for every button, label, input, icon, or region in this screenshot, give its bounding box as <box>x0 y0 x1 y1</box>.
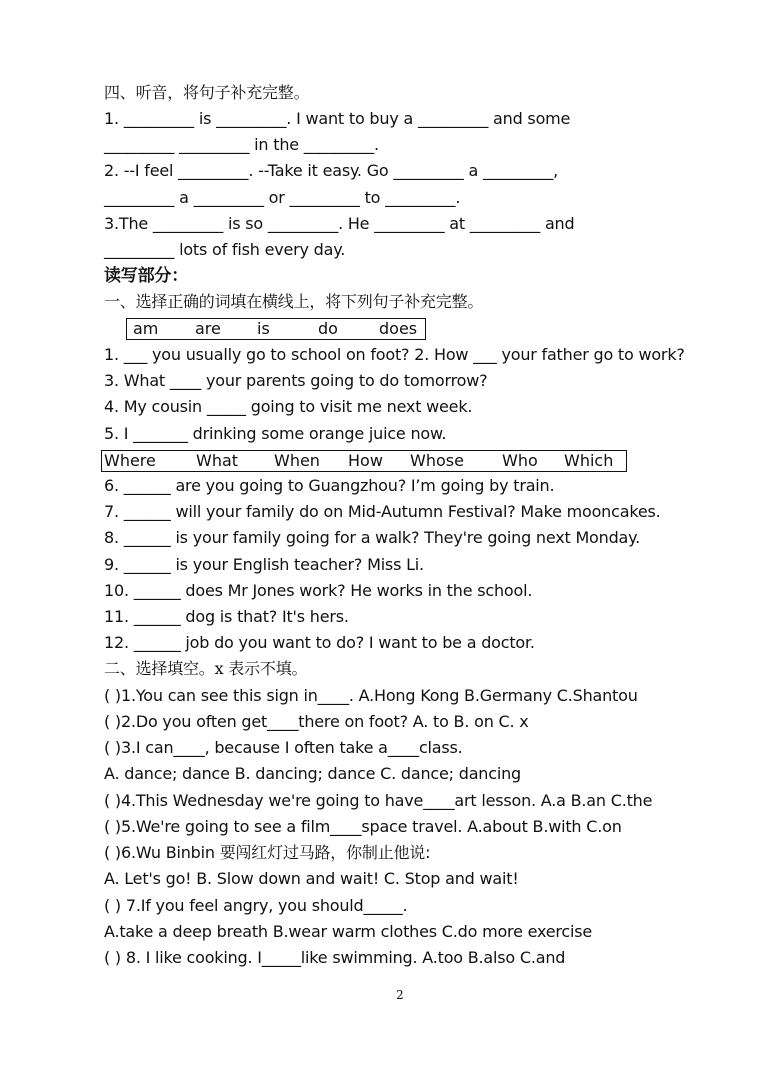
word-option: is <box>257 319 270 338</box>
word-option: Whose <box>410 451 464 470</box>
exercise-line: 6. ______ are you going to Guangzhou? I’m going by train. <box>104 476 555 495</box>
page-number: 2 <box>396 988 404 1002</box>
reading-writing-heading: 读写部分： <box>104 266 188 286</box>
exercise-line: 10. ______ does Mr Jones work? He works in the school. <box>104 581 533 600</box>
word-option: are <box>195 319 221 338</box>
exercise-line: 5. I _______ drinking some orange juice now. <box>104 424 447 443</box>
choice-line: ( )6.Wu Binbin 要闯红灯过马路，你制止他说: <box>104 843 431 862</box>
choice-line: A. dance; dance B. dancing; dance C. dance; dancing <box>104 764 521 783</box>
word-option: Which <box>564 451 614 470</box>
word-option: does <box>379 319 418 338</box>
choice-line: ( )4.This Wednesday we're going to have____art lesson. A.a B.an C.the <box>104 791 653 810</box>
part1-heading: 一、选择正确的词填在横线上，将下列句子补充完整。 <box>104 292 484 311</box>
word-option: When <box>274 451 320 470</box>
listening-line: _________ a _________ or _________ to _________. <box>104 188 461 207</box>
word-box-question-words <box>101 450 627 472</box>
choice-line: ( )1.You can see this sign in____. A.Hong Kong B.Germany C.Shantou <box>104 686 638 705</box>
part2-heading: 二、选择填空。x 表示不填。 <box>104 659 308 678</box>
choice-line: ( ) 7.If you feel angry, you should_____. <box>104 896 408 915</box>
word-option: What <box>196 451 239 470</box>
word-option: am <box>133 319 159 338</box>
word-box-verbs <box>126 318 426 340</box>
choice-line: ( ) 8. I like cooking. I_____like swimming. A.too B.also C.and <box>104 948 566 967</box>
choice-line: ( )5.We're going to see a film____space travel. A.about B.with C.on <box>104 817 622 836</box>
listening-line: _________ _________ in the _________. <box>104 135 379 154</box>
exercise-line: 9. ______ is your English teacher? Miss Li. <box>104 555 424 574</box>
exercise-line: 4. My cousin _____ going to visit me next week. <box>104 397 473 416</box>
word-option: do <box>318 319 338 338</box>
exercise-line: 11. ______ dog is that? It's hers. <box>104 607 349 626</box>
exercise-line: 7. ______ will your family do on Mid-Autumn Festival? Make mooncakes. <box>104 502 661 521</box>
exercise-line: 8. ______ is your family going for a walk? They're going next Monday. <box>104 528 641 547</box>
listening-line: 3.The _________ is so _________. He _________ at _________ and <box>104 214 575 233</box>
choice-line: ( )2.Do you often get____there on foot? A. to B. on C. x <box>104 712 529 731</box>
choice-line: A. Let's go! B. Slow down and wait! C. Stop and wait! <box>104 869 519 888</box>
exercise-line: 1. ___ you usually go to school on foot? 2. How ___ your father go to work? <box>104 345 685 364</box>
listening-heading: 四、听音，将句子补充完整。 <box>104 83 310 102</box>
listening-line: 2. --I feel _________. --Take it easy. Go _________ a _________, <box>104 161 559 180</box>
choice-line: ( )3.I can____, because I often take a____class. <box>104 738 463 757</box>
word-option: Where <box>104 451 156 470</box>
choice-line: A.take a deep breath B.wear warm clothes C.do more exercise <box>104 922 593 941</box>
exercise-line: 3. What ____ your parents going to do tomorrow? <box>104 371 488 390</box>
exercise-line: 12. ______ job do you want to do? I want to be a doctor. <box>104 633 535 652</box>
listening-line: _________ lots of fish every day. <box>104 240 346 259</box>
word-option: How <box>348 451 383 470</box>
word-option: Who <box>502 451 538 470</box>
listening-line: 1. _________ is _________. I want to buy a _________ and some <box>104 109 571 128</box>
